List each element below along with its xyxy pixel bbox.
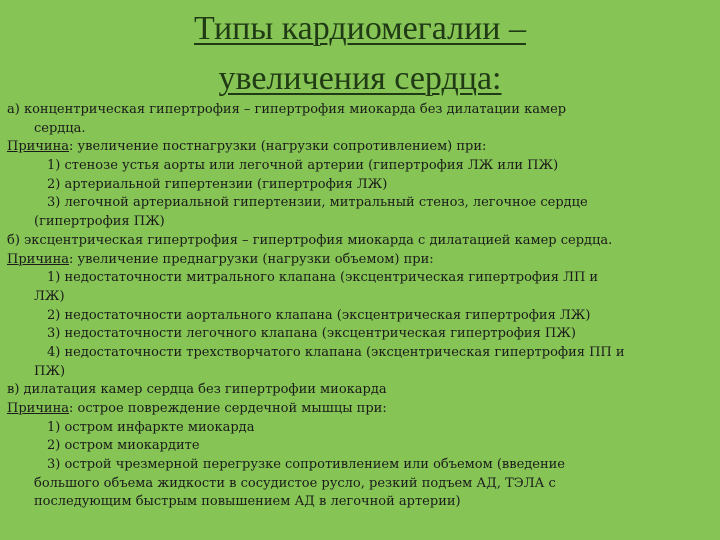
cause-line <box>7 400 720 419</box>
text-line: 1) стенозе устья аорты или легочной артерии (гипертрофия ЛЖ или ПЖ) <box>47 158 559 174</box>
cause-text: : увеличение преднагрузки (нагрузки объемом) при: <box>69 251 434 267</box>
cause-line <box>7 251 720 270</box>
cause-label: Причина <box>7 251 69 267</box>
slide-title <box>0 4 720 104</box>
text-line: 1) недостаточности митрального клапана (эксцентрическая гипертрофия ЛП и <box>47 270 599 286</box>
cause-text: : увеличение постнагрузки (нагрузки сопротивлением) при: <box>69 139 487 155</box>
text-line: ЛЖ) <box>34 288 65 304</box>
text-line: а) концентрическая гипертрофия – гипертрофия миокарда без дилатации камер <box>7 102 567 117</box>
text-line: б) эксцентрическая гипертрофия – гипертрофия миокарда с дилатацией камер сердца. <box>7 232 613 248</box>
text-line: 3) недостаточности легочного клапана (эксцентрическая гипертрофия ПЖ) <box>47 326 576 342</box>
text-line: в) дилатация камер сердца без гипертрофии миокарда <box>7 382 387 398</box>
text-line: 2) недостаточности аортального клапана (эксцентрическая гипертрофия ЛЖ) <box>47 307 591 323</box>
cause-label: Причина <box>7 139 69 155</box>
text-line: 2) остром миокардите <box>47 438 200 454</box>
text-line: 3) острой чрезмерной перегрузке сопротивлением или объемом (введение <box>47 457 565 473</box>
cause-line <box>7 138 720 157</box>
title-line-1: Типы кардиомегалии – <box>194 10 526 47</box>
text-line: ПЖ) <box>34 363 66 379</box>
text-line: последующим быстрым повышением АД в легочной артерии) <box>34 494 461 510</box>
cause-text: : острое повреждение сердечной мышцы при: <box>69 401 387 416</box>
title-line-2: увеличения сердца: <box>218 60 502 97</box>
slide-body <box>7 101 720 512</box>
text-line: сердца. <box>34 120 86 136</box>
cause-label: Причина <box>7 401 69 416</box>
text-line: (гипертрофия ПЖ) <box>34 214 165 230</box>
text-line: 2) артериальной гипертензии (гипертрофия ЛЖ) <box>47 176 388 192</box>
text-line: большого объема жидкости в сосудистое русло, резкий подъем АД, ТЭЛА с <box>34 475 556 491</box>
text-line: 3) легочной артериальной гипертензии, митральный стеноз, легочное сердце <box>47 195 588 211</box>
text-line: 4) недостаточности трехстворчатого клапана (эксцентрическая гипертрофия ПП и <box>47 344 625 360</box>
text-line: 1) остром инфаркте миокарда <box>47 419 255 435</box>
